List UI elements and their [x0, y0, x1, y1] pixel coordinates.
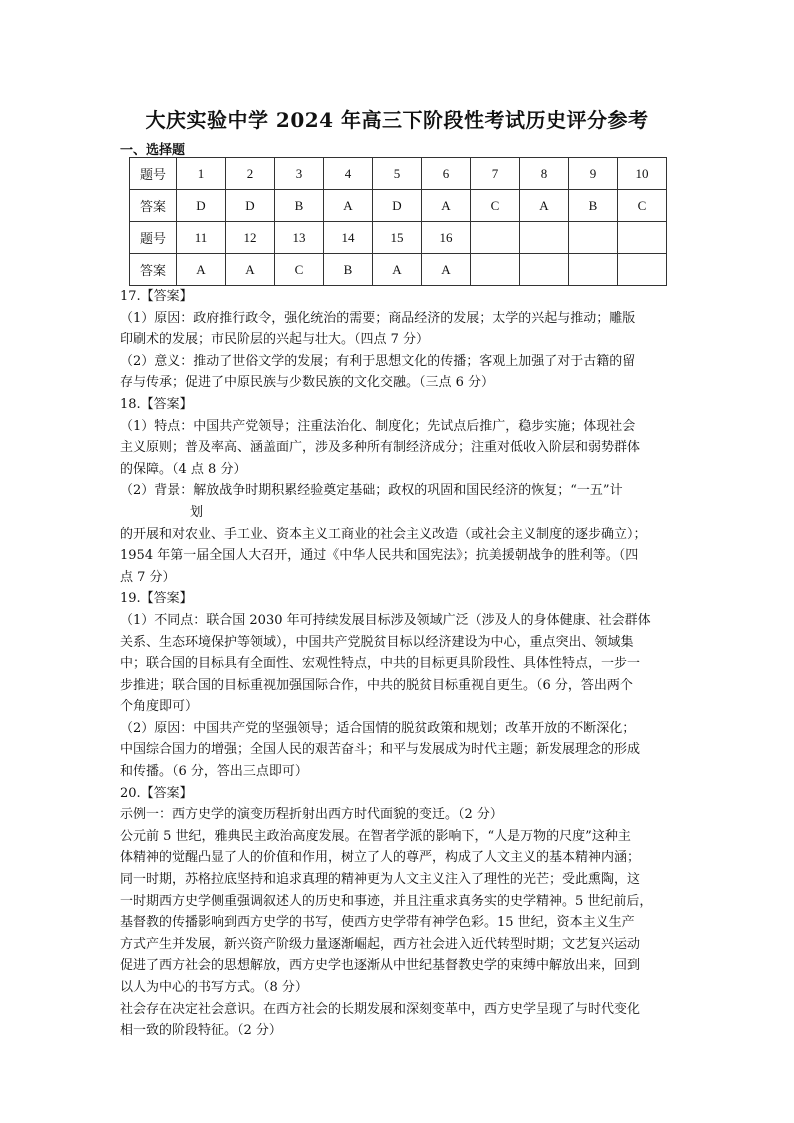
table-cell: 10: [618, 158, 667, 190]
text-line: 体精神的觉醒凸显了人的价值和作用，树立了人的尊严，构成了人文主义的基本精神内涵；: [120, 850, 641, 866]
table-cell: 3: [275, 158, 324, 190]
text-line: 划: [190, 504, 204, 520]
table-cell: B: [324, 254, 373, 286]
table-cell: A: [422, 254, 471, 286]
table-row: [130, 222, 667, 254]
text-line: 一时期西方史学侧重强调叙述人的历史和事迹，并且注重求真务实的史学精神。5 世纪前后，: [120, 893, 653, 909]
table-cell: [520, 222, 569, 254]
table-cell: A: [177, 254, 226, 286]
table-row: [130, 158, 667, 190]
text-line: 关系、生态环境保护等领域），中国共产党脱贫目标以经济建设为中心，重点突出、领域集: [120, 634, 634, 650]
text-line: 公元前 5 世纪，雅典民主政治高度发展。在智者学派的影响下，“人是万物的尺度”这种主: [120, 828, 631, 844]
table-cell: C: [275, 254, 324, 286]
table-cell: [569, 222, 618, 254]
table-cell: [520, 254, 569, 286]
text-line: 主义原则；普及率高、涵盖面广，涉及多种所有制经济成分；注重对低收入阶层和弱势群体: [120, 440, 641, 456]
text-line: 以人为中心的书写方式。（8 分）: [120, 980, 308, 995]
text-line: 和传播。（6 分，答出三点即可）: [120, 764, 308, 780]
table-cell: [471, 222, 520, 254]
table-cell: 8: [520, 158, 569, 190]
table-cell: 11: [177, 222, 226, 254]
table-cell: 9: [569, 158, 618, 190]
text-line: 方式产生并发展，新兴资产阶级力量逐渐崛起，西方社会进入近代转型时期；文艺复兴运动: [120, 936, 641, 952]
table-cell: 2: [226, 158, 275, 190]
text-line: 中；联合国的目标具有全面性、宏观性特点，中共的目标更具阶段性、具体性特点，一步一: [120, 656, 641, 672]
page-title: 大庆实验中学 2024 年高三下阶段性考试历史评分参考: [145, 108, 649, 132]
text-line: 个角度即可）: [120, 699, 199, 715]
table-cell: D: [177, 190, 226, 222]
text-line: 示例一：西方史学的演变历程折射出西方时代面貌的变迁。（2 分）: [120, 807, 503, 823]
text-line: （2）原因：中国共产党的坚强领导；适合国情的脱贫政策和规划；改革开放的不断深化；: [120, 720, 636, 736]
table-cell: 7: [471, 158, 520, 190]
table-cell: 15: [373, 222, 422, 254]
table-cell: [569, 254, 618, 286]
table-row-header: 答案: [130, 254, 177, 286]
answer-heading: 17.【答案】: [120, 289, 193, 304]
answer-heading: 19.【答案】: [120, 591, 193, 607]
answer-heading: 20.【答案】: [120, 785, 193, 801]
table-row-header: 题号: [130, 158, 177, 190]
text-line: 的开展和对农业、手工业、资本主义工商业的社会主义改造（或社会主义制度的逐步确立）；: [120, 526, 647, 542]
table-cell: C: [618, 190, 667, 222]
text-line: 印刷术的发展；市民阶层的兴起与壮大。（四点 7 分）: [120, 332, 430, 348]
table-cell: [618, 254, 667, 286]
text-line: 相一致的阶段特征。（2 分）: [120, 1023, 282, 1039]
text-line: 促进了西方社会的思想解放，西方史学也逐渐从中世纪基督教史学的束缚中解放出来，回到: [120, 958, 641, 974]
text-line: 存与传承；促进了中原民族与少数民族的文化交融。（三点 6 分）: [120, 375, 495, 391]
text-line: （2）意义：推动了世俗文学的发展；有利于思想文化的传播；客观上加强了对于古籍的留: [120, 353, 636, 369]
table-cell: D: [373, 190, 422, 222]
table-row: [130, 190, 667, 222]
text-line: 点 7 分）: [120, 569, 176, 585]
table-cell: 5: [373, 158, 422, 190]
table-cell: A: [373, 254, 422, 286]
text-line: 同一时期，苏格拉底坚持和追求真理的精神更为人文主义注入了理性的光芒；受此熏陶，这: [120, 872, 641, 888]
text-line: 基督教的传播影响到西方史学的书写，使西方史学带有神学色彩。15 世纪，资本主义生产: [120, 915, 635, 931]
text-line: （1）原因：政府推行政令，强化统治的需要；商品经济的发展；太学的兴起与推动；雕版: [120, 310, 636, 326]
text-line: 社会存在决定社会意识。在西方社会的长期发展和深刻变革中，西方史学呈现了与时代变化: [120, 1001, 641, 1017]
table-cell: A: [226, 254, 275, 286]
table-cell: [618, 222, 667, 254]
text-line: （1）特点：中国共产党领导；注重法治化、制度化；先试点后推广，稳步实施；体现社会: [120, 418, 636, 434]
text-line: （2）背景：解放战争时期积累经验奠定基础；政权的巩固和国民经济的恢复；“一五”计: [120, 483, 623, 499]
table-row: [130, 254, 667, 286]
answer-heading: 18.【答案】: [120, 396, 193, 412]
table-cell: C: [471, 190, 520, 222]
answer-table: [129, 157, 667, 286]
table-cell: B: [569, 190, 618, 222]
table-cell: 16: [422, 222, 471, 254]
table-cell: A: [520, 190, 569, 222]
text-line: （1）不同点：联合国 2030 年可持续发展目标涉及领域广泛（涉及人的身体健康、社会群体: [120, 612, 651, 628]
table-row-header: 题号: [130, 222, 177, 254]
text-line: 的保障。（4 点 8 分）: [120, 461, 247, 477]
answer-body: [120, 286, 680, 1042]
table-cell: 14: [324, 222, 373, 254]
table-row-header: 答案: [130, 190, 177, 222]
text-line: 中国综合国力的增强；全国人民的艰苦奋斗；和平与发展成为时代主题；新发展理念的形成: [120, 742, 641, 758]
table-cell: A: [422, 190, 471, 222]
table-cell: B: [275, 190, 324, 222]
table-cell: 1: [177, 158, 226, 190]
table-cell: A: [324, 190, 373, 222]
text-line: 步推进；联合国的目标重视加强国际合作，中共的脱贫目标重视自更生。（6 分，答出两个: [120, 677, 633, 693]
section-heading-choice: 一、选择题: [120, 143, 186, 158]
table-cell: D: [226, 190, 275, 222]
text-line: 1954 年第一届全国人大召开，通过《中华人民共和国宪法》；抗美援朝战争的胜利等。（四: [120, 548, 639, 564]
table-cell: 12: [226, 222, 275, 254]
table-cell: 6: [422, 158, 471, 190]
table-cell: [471, 254, 520, 286]
table-cell: 13: [275, 222, 324, 254]
table-cell: 4: [324, 158, 373, 190]
